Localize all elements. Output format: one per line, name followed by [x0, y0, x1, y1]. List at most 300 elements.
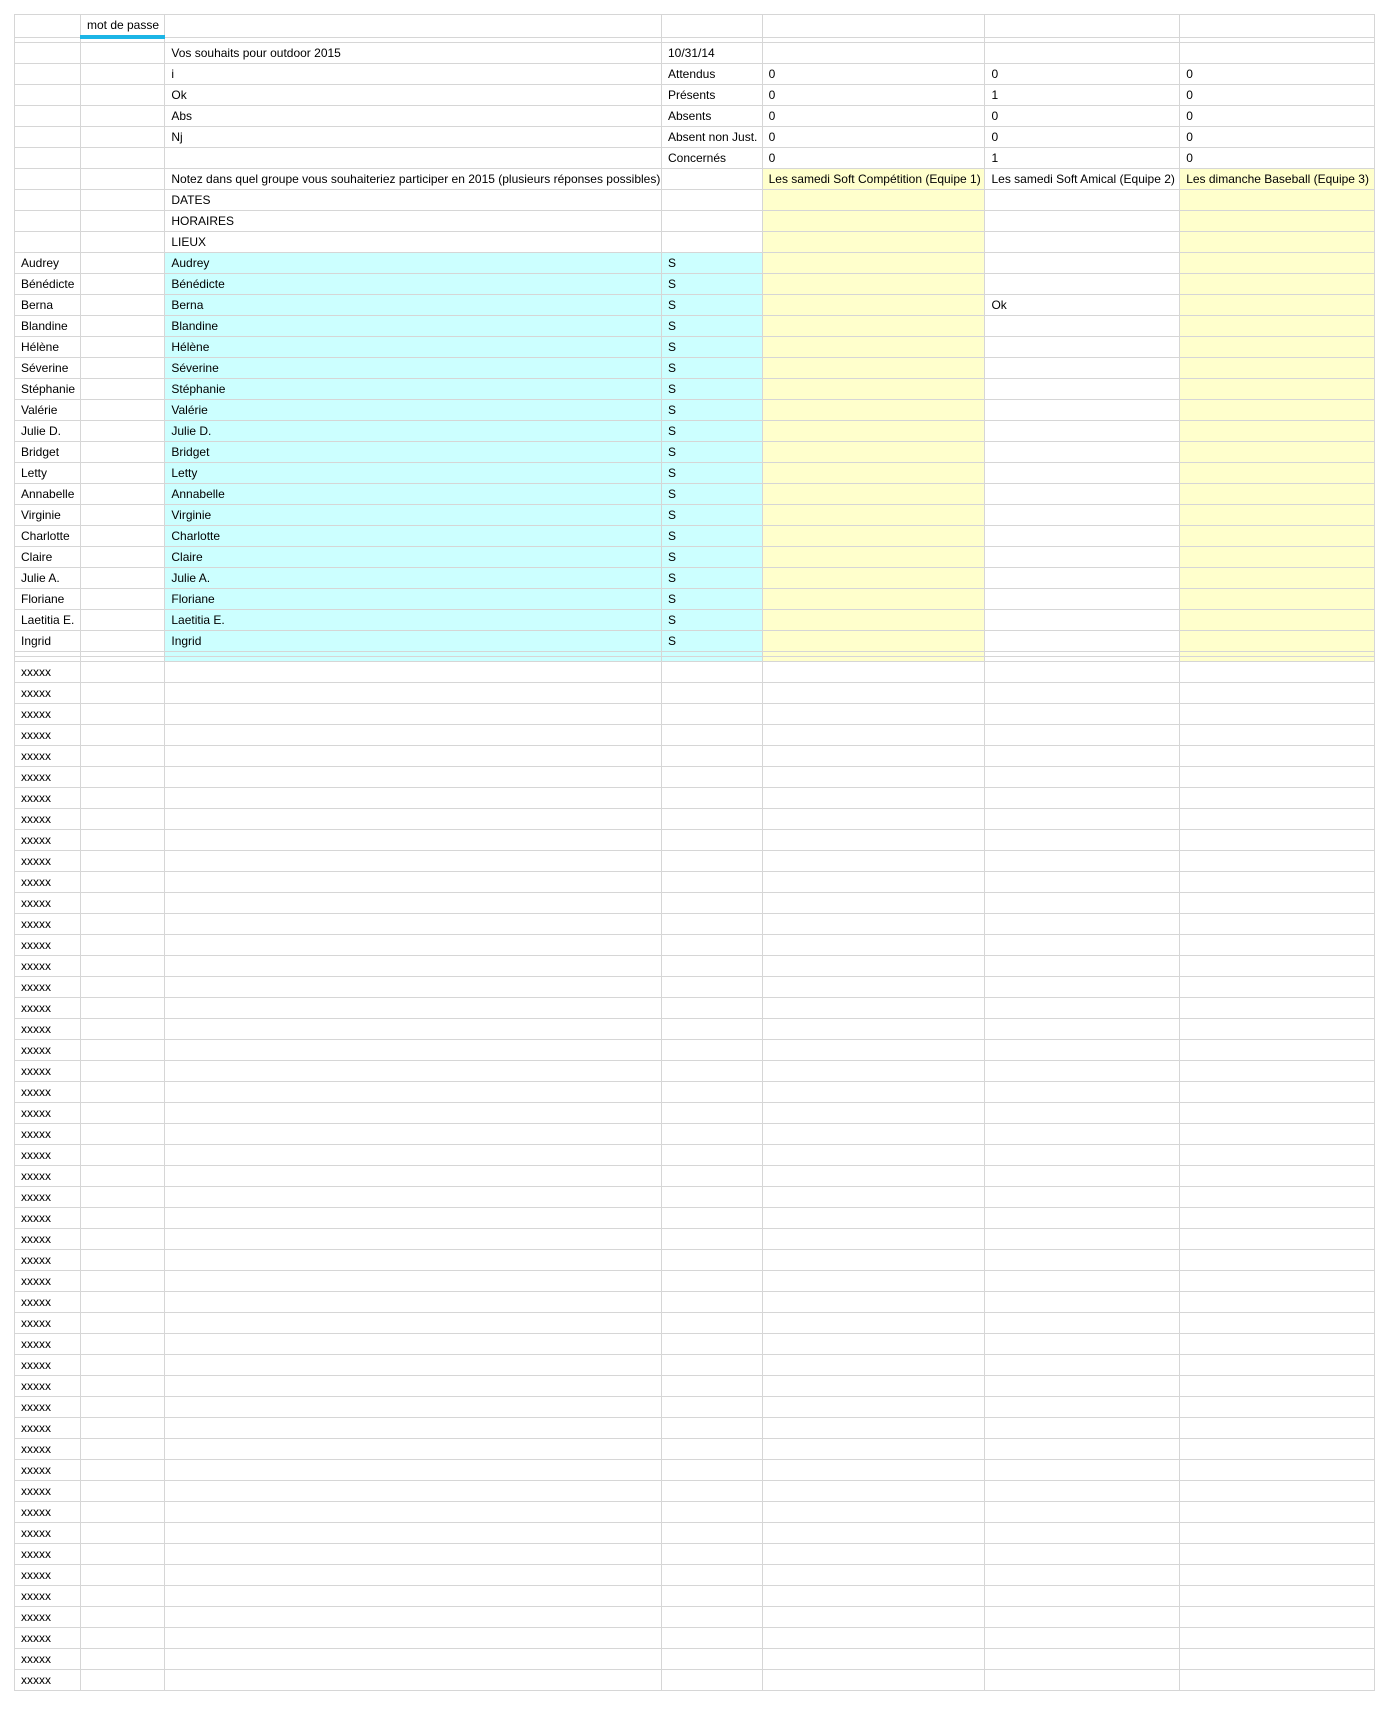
- member-answer[interactable]: [1180, 420, 1375, 441]
- stat-value[interactable]: 0: [762, 105, 985, 126]
- cell[interactable]: [661, 892, 762, 913]
- cell[interactable]: [165, 1333, 662, 1354]
- cell[interactable]: [1180, 1564, 1375, 1585]
- stat-value[interactable]: 0: [985, 126, 1180, 147]
- member-answer[interactable]: [1180, 483, 1375, 504]
- cell[interactable]: [762, 682, 985, 703]
- cell[interactable]: [80, 892, 164, 913]
- stat-value[interactable]: 0: [762, 84, 985, 105]
- member-answer[interactable]: [762, 504, 985, 525]
- member-answer[interactable]: [985, 315, 1180, 336]
- placeholder-label[interactable]: xxxxx: [15, 934, 81, 955]
- cell[interactable]: [80, 661, 164, 682]
- cell[interactable]: [80, 1081, 164, 1102]
- cell[interactable]: [1180, 1375, 1375, 1396]
- member-flag[interactable]: S: [661, 378, 762, 399]
- cell[interactable]: [985, 1039, 1180, 1060]
- cell[interactable]: [165, 1060, 662, 1081]
- cell[interactable]: [1180, 1606, 1375, 1627]
- cell[interactable]: [80, 462, 164, 483]
- legend-code[interactable]: [165, 147, 662, 168]
- member-answer[interactable]: [762, 441, 985, 462]
- cell[interactable]: [661, 1102, 762, 1123]
- placeholder-label[interactable]: xxxxx: [15, 766, 81, 787]
- cell[interactable]: [661, 1459, 762, 1480]
- cell[interactable]: [985, 1186, 1180, 1207]
- cell[interactable]: [165, 787, 662, 808]
- cell[interactable]: [762, 871, 985, 892]
- cell[interactable]: [762, 1102, 985, 1123]
- member-name-copy[interactable]: Stéphanie: [165, 378, 662, 399]
- cell[interactable]: [985, 955, 1180, 976]
- cell[interactable]: [80, 1375, 164, 1396]
- cell[interactable]: [80, 703, 164, 724]
- member-name-copy[interactable]: Claire: [165, 546, 662, 567]
- cell[interactable]: [1180, 1648, 1375, 1669]
- member-name[interactable]: Claire: [15, 546, 81, 567]
- cell[interactable]: [985, 1459, 1180, 1480]
- cell[interactable]: [80, 84, 164, 105]
- cell[interactable]: [80, 976, 164, 997]
- stat-value[interactable]: 0: [1180, 63, 1375, 84]
- cell[interactable]: [1180, 955, 1375, 976]
- cell[interactable]: [80, 105, 164, 126]
- placeholder-label[interactable]: xxxxx: [15, 724, 81, 745]
- member-name[interactable]: Blandine: [15, 315, 81, 336]
- cell[interactable]: [661, 829, 762, 850]
- cell[interactable]: [165, 1627, 662, 1648]
- member-answer[interactable]: [985, 567, 1180, 588]
- cell[interactable]: [762, 1501, 985, 1522]
- member-answer[interactable]: [1180, 252, 1375, 273]
- cell[interactable]: [80, 766, 164, 787]
- member-name-copy[interactable]: Audrey: [165, 252, 662, 273]
- cell[interactable]: [165, 1522, 662, 1543]
- cell[interactable]: [80, 63, 164, 84]
- cell[interactable]: [80, 1396, 164, 1417]
- cell[interactable]: [762, 934, 985, 955]
- cell[interactable]: [661, 1060, 762, 1081]
- cell[interactable]: [80, 787, 164, 808]
- legend-code[interactable]: Ok: [165, 84, 662, 105]
- cell[interactable]: [165, 829, 662, 850]
- cell[interactable]: [165, 1417, 662, 1438]
- cell[interactable]: [80, 420, 164, 441]
- cell[interactable]: [762, 1270, 985, 1291]
- cell[interactable]: [15, 147, 81, 168]
- cell[interactable]: [762, 745, 985, 766]
- placeholder-label[interactable]: xxxxx: [15, 1459, 81, 1480]
- cell[interactable]: [985, 724, 1180, 745]
- cell[interactable]: [985, 1543, 1180, 1564]
- cell[interactable]: [15, 105, 81, 126]
- member-name[interactable]: Séverine: [15, 357, 81, 378]
- cell[interactable]: [661, 15, 762, 38]
- member-name[interactable]: Floriane: [15, 588, 81, 609]
- cell[interactable]: [1180, 1270, 1375, 1291]
- stat-value[interactable]: 0: [762, 147, 985, 168]
- cell[interactable]: [80, 913, 164, 934]
- placeholder-label[interactable]: xxxxx: [15, 1186, 81, 1207]
- cell[interactable]: [80, 609, 164, 630]
- cell[interactable]: [1180, 1480, 1375, 1501]
- cell[interactable]: [661, 1480, 762, 1501]
- member-answer[interactable]: [762, 252, 985, 273]
- stat-label[interactable]: Concernés: [661, 147, 762, 168]
- cell[interactable]: [165, 1375, 662, 1396]
- cell[interactable]: [661, 1270, 762, 1291]
- member-answer[interactable]: [985, 462, 1180, 483]
- cell[interactable]: [80, 1186, 164, 1207]
- member-name-copy[interactable]: Virginie: [165, 504, 662, 525]
- member-answer[interactable]: [985, 357, 1180, 378]
- cell[interactable]: [985, 1291, 1180, 1312]
- placeholder-label[interactable]: xxxxx: [15, 682, 81, 703]
- info-label[interactable]: DATES: [165, 189, 662, 210]
- cell[interactable]: [1180, 745, 1375, 766]
- cell[interactable]: [985, 189, 1180, 210]
- cell[interactable]: [661, 661, 762, 682]
- cell[interactable]: [762, 1354, 985, 1375]
- cell[interactable]: [80, 1018, 164, 1039]
- sheet-title[interactable]: Vos souhaits pour outdoor 2015: [165, 42, 662, 63]
- cell[interactable]: [80, 1039, 164, 1060]
- cell[interactable]: [762, 1333, 985, 1354]
- member-name-copy[interactable]: Annabelle: [165, 483, 662, 504]
- cell[interactable]: [80, 357, 164, 378]
- member-answer[interactable]: [1180, 357, 1375, 378]
- cell[interactable]: [165, 1606, 662, 1627]
- cell[interactable]: [15, 189, 81, 210]
- cell[interactable]: [1180, 787, 1375, 808]
- cell[interactable]: [762, 829, 985, 850]
- cell[interactable]: [762, 1585, 985, 1606]
- cell[interactable]: [985, 1375, 1180, 1396]
- member-name-copy[interactable]: Charlotte: [165, 525, 662, 546]
- cell[interactable]: [80, 829, 164, 850]
- placeholder-label[interactable]: xxxxx: [15, 976, 81, 997]
- cell[interactable]: [661, 1396, 762, 1417]
- cell[interactable]: [762, 976, 985, 997]
- cell[interactable]: [762, 1438, 985, 1459]
- cell[interactable]: [80, 168, 164, 189]
- cell[interactable]: [80, 1501, 164, 1522]
- cell[interactable]: [762, 955, 985, 976]
- group-header-3[interactable]: Les dimanche Baseball (Equipe 3): [1180, 168, 1375, 189]
- cell[interactable]: [985, 1480, 1180, 1501]
- cell[interactable]: [762, 1291, 985, 1312]
- cell[interactable]: [165, 766, 662, 787]
- member-answer[interactable]: [762, 525, 985, 546]
- cell[interactable]: [165, 1291, 662, 1312]
- cell[interactable]: [985, 1606, 1180, 1627]
- cell[interactable]: [165, 934, 662, 955]
- cell[interactable]: [661, 1669, 762, 1690]
- cell[interactable]: [762, 1648, 985, 1669]
- cell[interactable]: [661, 1501, 762, 1522]
- cell[interactable]: [1180, 1396, 1375, 1417]
- cell[interactable]: [661, 808, 762, 829]
- legend-code[interactable]: Abs: [165, 105, 662, 126]
- cell[interactable]: [985, 15, 1180, 38]
- member-flag[interactable]: S: [661, 399, 762, 420]
- cell[interactable]: [985, 1333, 1180, 1354]
- cell[interactable]: [762, 1186, 985, 1207]
- cell[interactable]: [661, 745, 762, 766]
- cell[interactable]: [80, 1459, 164, 1480]
- placeholder-label[interactable]: xxxxx: [15, 1102, 81, 1123]
- cell[interactable]: [985, 997, 1180, 1018]
- cell[interactable]: [80, 1480, 164, 1501]
- cell[interactable]: [661, 1207, 762, 1228]
- cell[interactable]: [985, 1396, 1180, 1417]
- placeholder-label[interactable]: xxxxx: [15, 1627, 81, 1648]
- placeholder-label[interactable]: xxxxx: [15, 829, 81, 850]
- cell[interactable]: [165, 1312, 662, 1333]
- cell[interactable]: [80, 336, 164, 357]
- cell[interactable]: [80, 1102, 164, 1123]
- cell[interactable]: [80, 483, 164, 504]
- cell[interactable]: [762, 808, 985, 829]
- cell[interactable]: [165, 1585, 662, 1606]
- member-answer[interactable]: [985, 336, 1180, 357]
- cell[interactable]: [985, 1438, 1180, 1459]
- cell[interactable]: [165, 1501, 662, 1522]
- cell[interactable]: [762, 1459, 985, 1480]
- cell[interactable]: [165, 1564, 662, 1585]
- cell[interactable]: [661, 1438, 762, 1459]
- cell[interactable]: [80, 1060, 164, 1081]
- member-name[interactable]: Ingrid: [15, 630, 81, 651]
- placeholder-label[interactable]: xxxxx: [15, 1165, 81, 1186]
- cell[interactable]: [661, 703, 762, 724]
- group-header-1[interactable]: Les samedi Soft Compétition (Equipe 1): [762, 168, 985, 189]
- cell[interactable]: [762, 1123, 985, 1144]
- cell[interactable]: [661, 189, 762, 210]
- cell[interactable]: [165, 1354, 662, 1375]
- cell[interactable]: [1180, 661, 1375, 682]
- cell[interactable]: [165, 1669, 662, 1690]
- cell[interactable]: [165, 1165, 662, 1186]
- cell[interactable]: [1180, 892, 1375, 913]
- member-name[interactable]: Laetitia E.: [15, 609, 81, 630]
- member-name-copy[interactable]: Floriane: [165, 588, 662, 609]
- cell[interactable]: [762, 1564, 985, 1585]
- cell[interactable]: [165, 892, 662, 913]
- member-answer[interactable]: [1180, 336, 1375, 357]
- cell[interactable]: [661, 1627, 762, 1648]
- cell[interactable]: [165, 997, 662, 1018]
- cell[interactable]: [165, 1081, 662, 1102]
- cell[interactable]: [985, 1312, 1180, 1333]
- cell[interactable]: [762, 850, 985, 871]
- cell[interactable]: [985, 829, 1180, 850]
- cell[interactable]: [661, 724, 762, 745]
- placeholder-label[interactable]: xxxxx: [15, 1417, 81, 1438]
- member-answer[interactable]: [762, 630, 985, 651]
- cell[interactable]: [985, 1207, 1180, 1228]
- placeholder-label[interactable]: xxxxx: [15, 1249, 81, 1270]
- cell[interactable]: [762, 913, 985, 934]
- member-answer[interactable]: [985, 504, 1180, 525]
- cell[interactable]: [80, 1270, 164, 1291]
- member-answer[interactable]: Ok: [985, 294, 1180, 315]
- member-answer[interactable]: [762, 315, 985, 336]
- cell[interactable]: [80, 1669, 164, 1690]
- cell[interactable]: [985, 1627, 1180, 1648]
- member-name[interactable]: Charlotte: [15, 525, 81, 546]
- placeholder-label[interactable]: xxxxx: [15, 1060, 81, 1081]
- cell[interactable]: [165, 1186, 662, 1207]
- cell[interactable]: [1180, 1249, 1375, 1270]
- cell[interactable]: [1180, 42, 1375, 63]
- cell[interactable]: [1180, 934, 1375, 955]
- member-answer[interactable]: [762, 567, 985, 588]
- stat-label[interactable]: Absent non Just.: [661, 126, 762, 147]
- member-name[interactable]: Berna: [15, 294, 81, 315]
- member-name-copy[interactable]: Bénédicte: [165, 273, 662, 294]
- member-answer[interactable]: [985, 378, 1180, 399]
- cell[interactable]: [80, 42, 164, 63]
- cell[interactable]: [762, 1627, 985, 1648]
- cell[interactable]: [661, 1144, 762, 1165]
- member-answer[interactable]: [985, 609, 1180, 630]
- cell[interactable]: [985, 934, 1180, 955]
- cell[interactable]: [1180, 1123, 1375, 1144]
- cell[interactable]: [80, 682, 164, 703]
- cell[interactable]: [762, 1396, 985, 1417]
- member-answer[interactable]: [985, 399, 1180, 420]
- member-name-copy[interactable]: Valérie: [165, 399, 662, 420]
- member-name-copy[interactable]: Letty: [165, 462, 662, 483]
- cell[interactable]: [1180, 189, 1375, 210]
- placeholder-label[interactable]: xxxxx: [15, 1564, 81, 1585]
- cell[interactable]: [661, 955, 762, 976]
- member-name[interactable]: Virginie: [15, 504, 81, 525]
- cell[interactable]: [80, 1123, 164, 1144]
- cell[interactable]: [80, 1312, 164, 1333]
- stat-value[interactable]: 0: [1180, 147, 1375, 168]
- cell[interactable]: [80, 1543, 164, 1564]
- cell[interactable]: [165, 1123, 662, 1144]
- member-answer[interactable]: [1180, 630, 1375, 651]
- legend-code[interactable]: Nj: [165, 126, 662, 147]
- cell[interactable]: [762, 1669, 985, 1690]
- cell[interactable]: [165, 1018, 662, 1039]
- cell[interactable]: [661, 976, 762, 997]
- cell[interactable]: [985, 1669, 1180, 1690]
- member-answer[interactable]: [985, 630, 1180, 651]
- group-header-2[interactable]: Les samedi Soft Amical (Equipe 2): [985, 168, 1180, 189]
- cell[interactable]: [985, 1102, 1180, 1123]
- member-answer[interactable]: [1180, 504, 1375, 525]
- member-name[interactable]: Annabelle: [15, 483, 81, 504]
- cell[interactable]: [762, 1018, 985, 1039]
- cell[interactable]: [661, 1186, 762, 1207]
- cell[interactable]: [80, 525, 164, 546]
- member-flag[interactable]: S: [661, 588, 762, 609]
- cell[interactable]: [165, 661, 662, 682]
- cell[interactable]: [80, 147, 164, 168]
- member-name-copy[interactable]: Julie A.: [165, 567, 662, 588]
- cell[interactable]: [80, 273, 164, 294]
- cell[interactable]: [1180, 1144, 1375, 1165]
- placeholder-label[interactable]: xxxxx: [15, 1144, 81, 1165]
- cell[interactable]: [1180, 1669, 1375, 1690]
- cell[interactable]: [762, 210, 985, 231]
- cell[interactable]: [1180, 1501, 1375, 1522]
- cell[interactable]: [762, 703, 985, 724]
- member-answer[interactable]: [762, 420, 985, 441]
- member-answer[interactable]: [1180, 441, 1375, 462]
- cell[interactable]: [15, 15, 81, 38]
- cell[interactable]: [80, 210, 164, 231]
- placeholder-label[interactable]: xxxxx: [15, 1039, 81, 1060]
- cell[interactable]: [661, 1648, 762, 1669]
- member-flag[interactable]: S: [661, 441, 762, 462]
- member-answer[interactable]: [985, 546, 1180, 567]
- cell[interactable]: [762, 1165, 985, 1186]
- placeholder-label[interactable]: xxxxx: [15, 1291, 81, 1312]
- member-flag[interactable]: S: [661, 609, 762, 630]
- member-answer[interactable]: [1180, 462, 1375, 483]
- cell[interactable]: [80, 189, 164, 210]
- cell[interactable]: [985, 745, 1180, 766]
- cell[interactable]: [985, 703, 1180, 724]
- member-answer[interactable]: [985, 525, 1180, 546]
- cell[interactable]: [1180, 1522, 1375, 1543]
- cell[interactable]: [165, 976, 662, 997]
- cell[interactable]: [985, 913, 1180, 934]
- cell[interactable]: [80, 850, 164, 871]
- member-answer[interactable]: [1180, 378, 1375, 399]
- cell[interactable]: [80, 1648, 164, 1669]
- cell[interactable]: [985, 1144, 1180, 1165]
- member-name[interactable]: Audrey: [15, 252, 81, 273]
- cell[interactable]: [762, 15, 985, 38]
- member-flag[interactable]: S: [661, 294, 762, 315]
- member-flag[interactable]: S: [661, 546, 762, 567]
- cell[interactable]: [1180, 913, 1375, 934]
- cell[interactable]: [80, 1564, 164, 1585]
- cell[interactable]: [165, 1543, 662, 1564]
- cell[interactable]: [165, 1438, 662, 1459]
- cell[interactable]: [985, 787, 1180, 808]
- cell[interactable]: [762, 1081, 985, 1102]
- cell[interactable]: [80, 1438, 164, 1459]
- cell[interactable]: [1180, 1627, 1375, 1648]
- cell[interactable]: [762, 724, 985, 745]
- member-answer[interactable]: [985, 273, 1180, 294]
- cell[interactable]: [762, 1249, 985, 1270]
- placeholder-label[interactable]: xxxxx: [15, 1438, 81, 1459]
- cell[interactable]: [165, 1249, 662, 1270]
- cell[interactable]: [762, 892, 985, 913]
- cell[interactable]: [762, 1606, 985, 1627]
- cell[interactable]: [985, 1018, 1180, 1039]
- cell[interactable]: [661, 913, 762, 934]
- cell[interactable]: [985, 42, 1180, 63]
- cell[interactable]: [80, 315, 164, 336]
- cell[interactable]: [985, 1123, 1180, 1144]
- cell[interactable]: [661, 1333, 762, 1354]
- placeholder-label[interactable]: xxxxx: [15, 1270, 81, 1291]
- cell[interactable]: [165, 1459, 662, 1480]
- cell[interactable]: [661, 787, 762, 808]
- cell[interactable]: [985, 1228, 1180, 1249]
- member-name[interactable]: Valérie: [15, 399, 81, 420]
- placeholder-label[interactable]: xxxxx: [15, 808, 81, 829]
